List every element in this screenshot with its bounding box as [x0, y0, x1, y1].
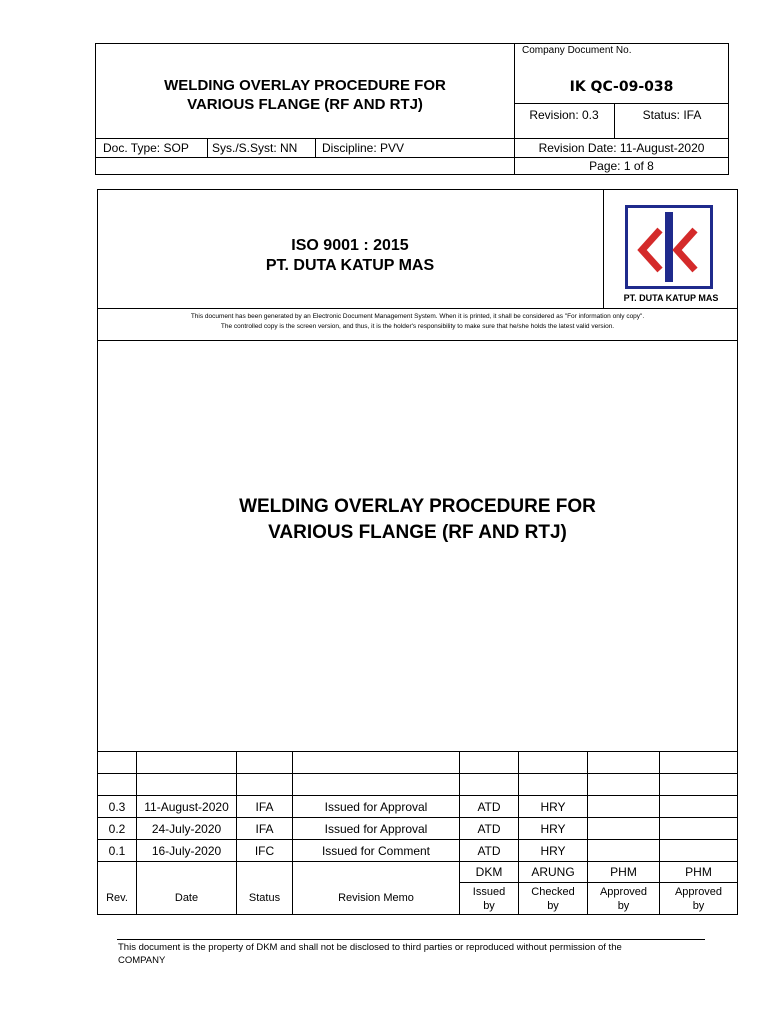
iso-standard: ISO 9001 : 2015	[291, 237, 409, 254]
cover-top-line	[97, 308, 738, 309]
footer-line1: This document is the property of DKM and shall not be disclosed to third parties or reproduced without permission of the	[118, 942, 622, 953]
memo-cell: Issued for Approval	[292, 795, 460, 818]
status-cell: IFA	[236, 817, 293, 840]
date-cell: 24-July-2020	[136, 817, 237, 840]
logo-mark-icon	[628, 208, 710, 286]
cover-title-line2: VARIOUS FLANGE (RF AND RTJ)	[268, 522, 567, 543]
footer-text	[118, 941, 718, 967]
col-header-status: Status	[236, 861, 293, 915]
header-row-line	[95, 138, 729, 139]
date-cell: 11-August-2020	[136, 795, 237, 818]
discipline: Discipline: PVV	[322, 141, 405, 155]
empty-cell	[659, 751, 738, 774]
status-cell: IFA	[236, 795, 293, 818]
name-approved2: PHM	[659, 861, 738, 883]
revision-date: Revision Date: 11-August-2020	[538, 141, 705, 155]
empty-cell	[587, 751, 660, 774]
col-header-rev: Rev.	[97, 861, 137, 915]
rev-cell: 0.3	[97, 795, 137, 818]
doctype-divider1	[207, 138, 208, 157]
cover-notice	[97, 312, 738, 332]
col-header-memo: Revision Memo	[292, 861, 460, 915]
status-cell: IFC	[236, 839, 293, 862]
company-name: PT. DUTA KATUP MAS	[265, 257, 435, 274]
issued-label: Issued	[472, 885, 506, 898]
empty-cell	[459, 773, 519, 796]
notice-line1: This document has been generated by an Electronic Document Management System. When it is printed, it shall be considered as "For information only copy".	[190, 313, 645, 320]
header-row-line2	[95, 157, 729, 158]
col-header-approved1	[587, 882, 660, 915]
header-title-line2: VARIOUS FLANGE (RF AND RTJ)	[187, 96, 423, 113]
doctype-divider2	[315, 138, 316, 157]
empty-cell	[97, 751, 137, 774]
approved-label: Approved	[674, 885, 723, 898]
by-label: by	[692, 899, 705, 912]
checked-cell: HRY	[518, 817, 588, 840]
empty-cell	[292, 751, 460, 774]
empty-cell	[236, 773, 293, 796]
issued-cell: ATD	[459, 817, 519, 840]
name-issued: DKM	[459, 861, 519, 883]
date-cell: 16-July-2020	[136, 839, 237, 862]
memo-cell: Issued for Approval	[292, 817, 460, 840]
by-label: by	[617, 899, 630, 912]
cover-notice-line	[97, 340, 738, 341]
approved-cell	[659, 839, 738, 862]
rev-cell: 0.2	[97, 817, 137, 840]
sys-syst: Sys./S.Syst: NN	[212, 141, 298, 155]
by-label: by	[547, 899, 559, 912]
empty-cell	[659, 773, 738, 796]
empty-cell	[236, 751, 293, 774]
doc-number: IK QC-09-038	[569, 79, 674, 95]
header-status: Status: IFA	[642, 108, 702, 122]
approved-cell	[587, 839, 660, 862]
approved-cell	[587, 817, 660, 840]
empty-cell	[518, 751, 588, 774]
issued-cell: ATD	[459, 795, 519, 818]
rev-cell: 0.1	[97, 839, 137, 862]
page-number: Page: 1 of 8	[589, 159, 654, 173]
empty-cell	[292, 773, 460, 796]
cover-title	[97, 494, 738, 546]
name-approved1: PHM	[587, 861, 660, 883]
checked-cell: HRY	[518, 795, 588, 818]
col-header-checked	[518, 882, 588, 915]
issued-cell: ATD	[459, 839, 519, 862]
approved-cell	[587, 795, 660, 818]
memo-cell: Issued for Comment	[292, 839, 460, 862]
revision-status-line	[514, 103, 729, 104]
col-header-date: Date	[136, 861, 237, 915]
header-title-line1: WELDING OVERLAY PROCEDURE FOR	[164, 77, 446, 94]
footer-line2: COMPANY	[118, 955, 166, 966]
company-logo	[625, 205, 713, 289]
approved-cell	[659, 817, 738, 840]
header-title	[96, 76, 514, 114]
footer-rule	[117, 939, 705, 940]
empty-cell	[518, 773, 588, 796]
approved-label: Approved	[599, 885, 648, 898]
by-label: by	[483, 899, 495, 912]
header-revision: Revision: 0.3	[529, 108, 599, 122]
empty-cell	[459, 751, 519, 774]
notice-line2: The controlled copy is the screen version, and thus, it is the holder's responsibility to make sure that he/she holds the latest valid version.	[220, 323, 615, 330]
name-checked: ARUNG	[518, 861, 588, 883]
empty-cell	[97, 773, 137, 796]
col-header-approved2	[659, 882, 738, 915]
doc-type: Doc. Type: SOP	[103, 141, 189, 155]
empty-cell	[136, 751, 237, 774]
checked-cell: HRY	[518, 839, 588, 862]
empty-cell	[587, 773, 660, 796]
cover-iso-block	[97, 236, 603, 276]
approved-cell	[659, 795, 738, 818]
checked-label: Checked	[531, 885, 575, 898]
col-header-issued	[459, 882, 519, 915]
company-doc-no-label: Company Document No.	[522, 45, 632, 56]
logo-caption: PT. DUTA KATUP MAS	[623, 293, 719, 303]
logo-divider	[603, 189, 604, 308]
empty-cell	[136, 773, 237, 796]
cover-title-line1: WELDING OVERLAY PROCEDURE FOR	[239, 496, 596, 517]
